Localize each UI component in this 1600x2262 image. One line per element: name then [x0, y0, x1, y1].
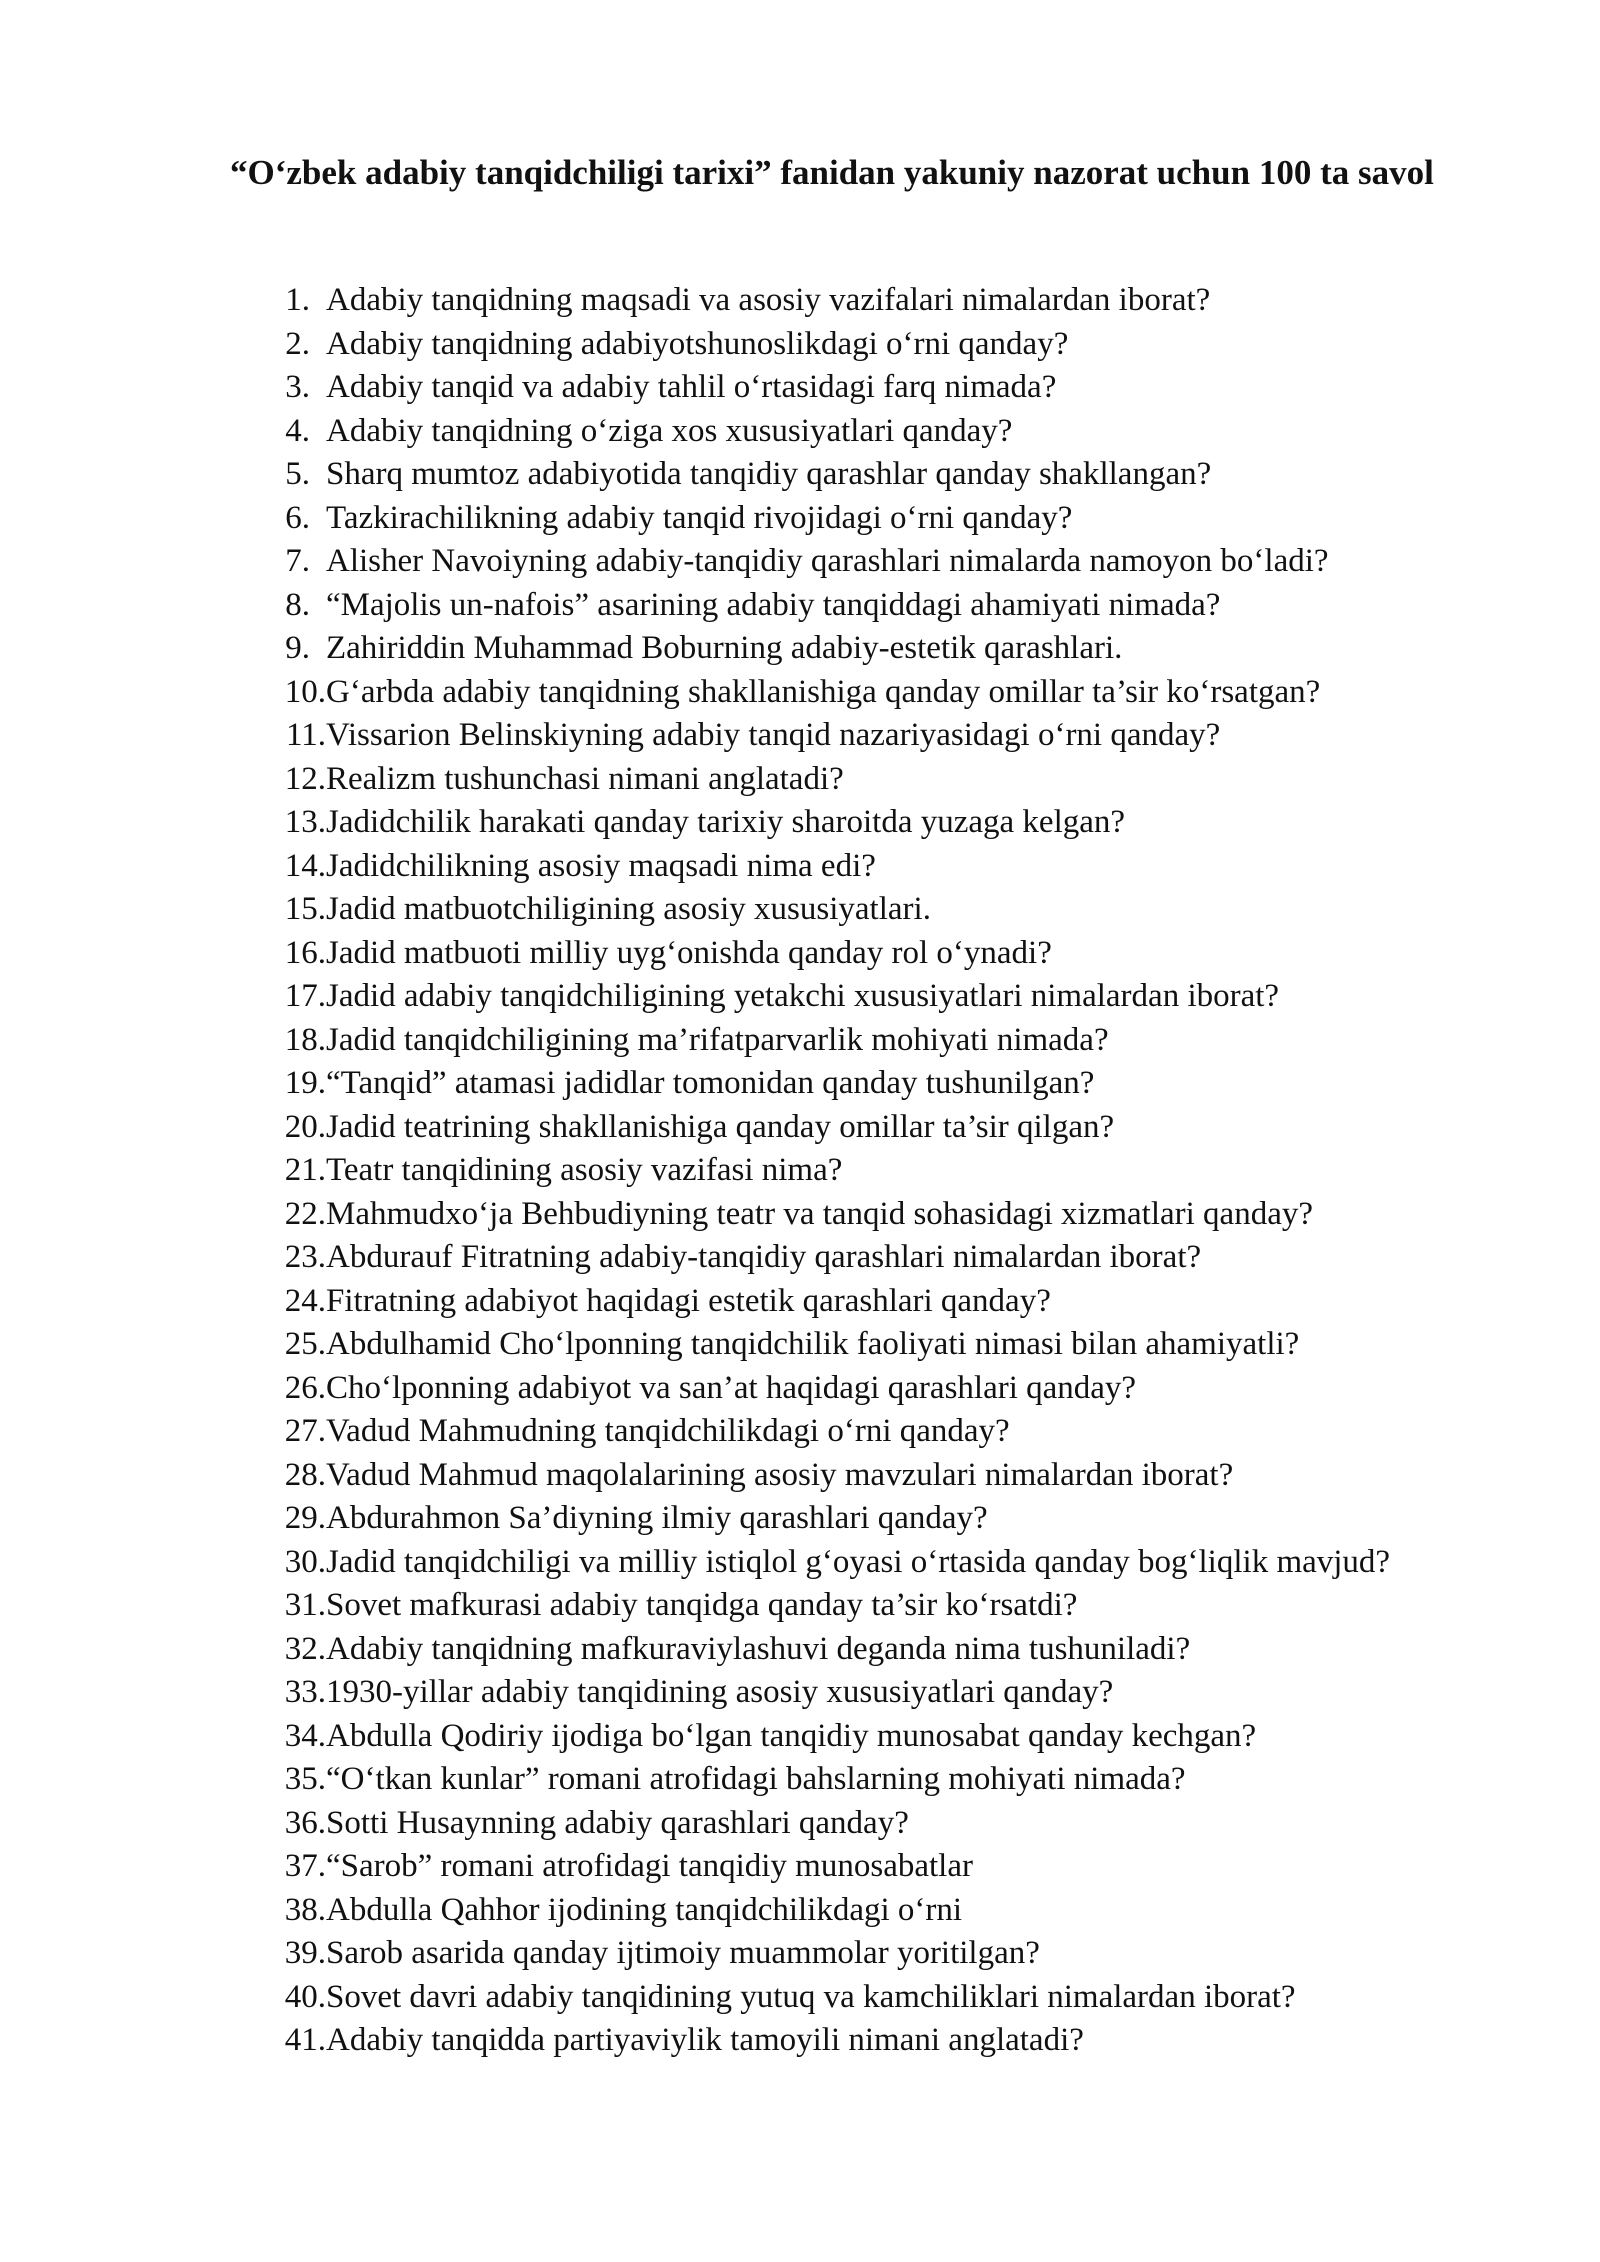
- question-text: Cho‘lponning adabiyot va san’at haqidagi qarashlari qanday?: [326, 1369, 1137, 1406]
- list-item: [260, 975, 1480, 1019]
- list-item: [260, 1019, 1480, 1063]
- question-text: Abdulhamid Cho‘lponning tanqidchilik faoliyati nimasi bilan ahamiyatli?: [326, 1326, 1300, 1362]
- question-number: 3.: [285, 369, 310, 405]
- question-number: 12.: [284, 760, 326, 797]
- question-text: “Tanqid” atamasi jadidlar tomonidan qanday tushunilgan?: [326, 1065, 1095, 1101]
- question-text: “Majolis un-nafois” asarining adabiy tanqiddagi ahamiyati nimada?: [326, 586, 1221, 623]
- list-item: [260, 1671, 1480, 1715]
- question-number: 25.: [284, 1326, 326, 1362]
- list-item: [260, 1367, 1480, 1411]
- list-item: [260, 801, 1480, 845]
- list-item: [260, 1802, 1480, 1846]
- question-number: 40.: [284, 1978, 326, 2015]
- question-number: 21.: [284, 1152, 326, 1188]
- list-item: [260, 2019, 1480, 2063]
- list-item: [260, 1628, 1480, 1672]
- list-item: [260, 1584, 1480, 1628]
- question-number: 27.: [284, 1413, 326, 1449]
- question-number: 10.: [284, 673, 326, 710]
- question-text: Abdurauf Fitratning adabiy-tanqidiy qarashlari nimalardan iborat?: [326, 1239, 1202, 1275]
- list-item: [260, 627, 1480, 671]
- list-item: [260, 1932, 1480, 1976]
- question-text: Adabiy tanqidning adabiyotshunoslikdagi o‘rni qanday?: [326, 325, 1069, 362]
- question-text: Vissarion Belinskiyning adabiy tanqid nazariyasidagi o‘rni qanday?: [326, 717, 1221, 753]
- list-item: [260, 584, 1480, 628]
- question-number: 29.: [284, 1500, 326, 1536]
- question-number: 6.: [285, 499, 310, 536]
- list-item: [260, 932, 1480, 976]
- question-number: 11.: [285, 717, 326, 753]
- question-number: 24.: [284, 1282, 326, 1319]
- question-number: 15.: [284, 891, 326, 927]
- question-number: 32.: [284, 1630, 326, 1667]
- list-item: [260, 1497, 1480, 1541]
- question-number: 28.: [284, 1456, 326, 1493]
- question-text: Adabiy tanqidning maqsadi va asosiy vazifalari nimalardan iborat?: [326, 282, 1211, 318]
- question-text: Tazkirachilikning adabiy tanqid rivojidagi o‘rni qanday?: [326, 499, 1073, 536]
- question-number: 5.: [285, 456, 310, 492]
- list-item: [260, 1106, 1480, 1150]
- list-item: [260, 1541, 1480, 1585]
- list-item: [260, 1149, 1480, 1193]
- question-number: 34.: [284, 1717, 326, 1754]
- question-text: “Sarob” romani atrofidagi tanqidiy munosabatlar: [326, 1848, 973, 1884]
- list-item: [260, 1715, 1480, 1759]
- list-item: [260, 497, 1480, 541]
- list-item: [260, 410, 1480, 454]
- question-text: Adabiy tanqid va adabiy tahlil o‘rtasidagi farq nimada?: [326, 369, 1057, 405]
- question-number: 18.: [284, 1021, 326, 1058]
- question-number: 1.: [285, 282, 310, 318]
- list-item: [260, 366, 1480, 410]
- list-item: [260, 1976, 1480, 2020]
- question-number: 20.: [284, 1108, 326, 1145]
- question-number: 7.: [285, 543, 310, 579]
- question-text: Sarob asarida qanday ijtimoiy muammolar yoritilgan?: [326, 1935, 1040, 1971]
- list-item: [260, 1236, 1480, 1280]
- list-item: [260, 1454, 1480, 1498]
- question-number: 2.: [285, 325, 310, 362]
- question-text: Sovet mafkurasi adabiy tanqidga qanday ta’sir ko‘rsatdi?: [326, 1587, 1078, 1623]
- question-number: 37.: [284, 1848, 326, 1884]
- question-number: 17.: [284, 978, 326, 1014]
- list-item: [260, 845, 1480, 889]
- question-text: Fitratning adabiyot haqidagi estetik qarashlari qanday?: [326, 1282, 1051, 1319]
- question-number: 8.: [285, 586, 310, 623]
- question-text: Adabiy tanqidning mafkuraviylashuvi deganda nima tushuniladi?: [326, 1630, 1191, 1667]
- question-text: Jadid adabiy tanqidchiligining yetakchi xususiyatlari nimalardan iborat?: [326, 978, 1280, 1014]
- list-item: [260, 714, 1480, 758]
- list-item: [260, 1323, 1480, 1367]
- question-text: Mahmudxo‘ja Behbudiyning teatr va tanqid sohasidagi xizmatlari qanday?: [326, 1195, 1313, 1232]
- question-text: Jadidchilikning asosiy maqsadi nima edi?: [326, 847, 876, 884]
- list-item: [260, 1280, 1480, 1324]
- question-text: Abdurahmon Sa’diyning ilmiy qarashlari qanday?: [326, 1500, 988, 1536]
- question-number: 36.: [284, 1804, 326, 1841]
- question-number: 13.: [284, 804, 326, 840]
- question-text: Jadid matbuoti milliy uyg‘onishda qanday rol o‘ynadi?: [326, 934, 1052, 971]
- question-number: 14.: [284, 847, 326, 884]
- question-number: 39.: [284, 1935, 326, 1971]
- list-item: [260, 888, 1480, 932]
- question-number: 26.: [284, 1369, 326, 1406]
- question-text: Sotti Husaynning adabiy qarashlari qanday?: [326, 1804, 909, 1841]
- list-item: [260, 1758, 1480, 1802]
- question-text: Vadud Mahmud maqolalarining asosiy mavzulari nimalardan iborat?: [326, 1456, 1234, 1493]
- question-text: Abdulla Qahhor ijodining tanqidchilikdagi o‘rni: [326, 1891, 963, 1928]
- question-number: 23.: [284, 1239, 326, 1275]
- question-text: Zahiriddin Muhammad Boburning adabiy-estetik qarashlari.: [326, 630, 1123, 666]
- question-number: 38.: [284, 1891, 326, 1928]
- list-item: [260, 758, 1480, 802]
- question-text: Adabiy tanqidda partiyaviylik tamoyili nimani anglatadi?: [326, 2022, 1084, 2058]
- question-text: Sharq mumtoz adabiyotida tanqidiy qarashlar qanday shakllangan?: [326, 456, 1212, 492]
- question-text: Adabiy tanqidning o‘ziga xos xususiyatlari qanday?: [326, 412, 1013, 449]
- list-item: [260, 1062, 1480, 1106]
- question-number: 16.: [284, 934, 326, 971]
- question-number: 35.: [284, 1761, 326, 1797]
- question-text: Jadid tanqidchiligi va milliy istiqlol g‘oyasi o‘rtasida qanday bog‘liqlik mavjud?: [326, 1543, 1391, 1580]
- question-number: 30.: [284, 1543, 326, 1580]
- question-text: Alisher Navoiyning adabiy-tanqidiy qarashlari nimalarda namoyon bo‘ladi?: [326, 543, 1329, 579]
- question-text: “O‘tkan kunlar” romani atrofidagi bahslarning mohiyati nimada?: [326, 1761, 1186, 1797]
- list-item: [260, 279, 1480, 323]
- question-text: Jadidchilik harakati qanday tarixiy sharoitda yuzaga kelgan?: [326, 804, 1126, 840]
- question-text: 1930-yillar adabiy tanqidining asosiy xususiyatlari qanday?: [326, 1674, 1114, 1710]
- question-text: Jadid matbuotchiligining asosiy xususiyatlari.: [326, 891, 931, 927]
- question-number: 4.: [285, 412, 310, 449]
- question-number: 33.: [284, 1674, 326, 1710]
- question-text: Realizm tushunchasi nimani anglatadi?: [326, 760, 844, 797]
- list-item: [260, 1193, 1480, 1237]
- list-item: [260, 323, 1480, 367]
- question-text: Jadid teatrining shakllanishiga qanday omillar ta’sir qilgan?: [326, 1108, 1115, 1145]
- question-number: 19.: [284, 1065, 326, 1101]
- question-text: Teatr tanqidining asosiy vazifasi nima?: [326, 1152, 843, 1188]
- page-title: “O‘zbek adabiy tanqidchiligi tarixi” fanidan yakuniy nazorat uchun 100 ta savol: [230, 153, 1434, 192]
- question-text: Abdulla Qodiriy ijodiga bo‘lgan tanqidiy munosabat qanday kechgan?: [326, 1717, 1257, 1754]
- list-item: [260, 671, 1480, 715]
- question-text: Vadud Mahmudning tanqidchilikdagi o‘rni qanday?: [326, 1413, 1010, 1449]
- list-item: [260, 1845, 1480, 1889]
- list-item: [260, 1410, 1480, 1454]
- list-item: [260, 453, 1480, 497]
- question-text: Jadid tanqidchiligining ma’rifatparvarlik mohiyati nimada?: [326, 1021, 1109, 1058]
- question-text: Sovet davri adabiy tanqidining yutuq va kamchiliklari nimalardan iborat?: [326, 1978, 1296, 2015]
- list-item: [260, 1889, 1480, 1933]
- question-number: 41.: [284, 2022, 326, 2058]
- question-number: 22.: [284, 1195, 326, 1232]
- question-text: G‘arbda adabiy tanqidning shakllanishiga qanday omillar ta’sir ko‘rsatgan?: [326, 673, 1321, 710]
- question-number: 9.: [285, 630, 310, 666]
- list-item: [260, 540, 1480, 584]
- question-list: [260, 279, 1480, 2063]
- question-number: 31.: [284, 1587, 326, 1623]
